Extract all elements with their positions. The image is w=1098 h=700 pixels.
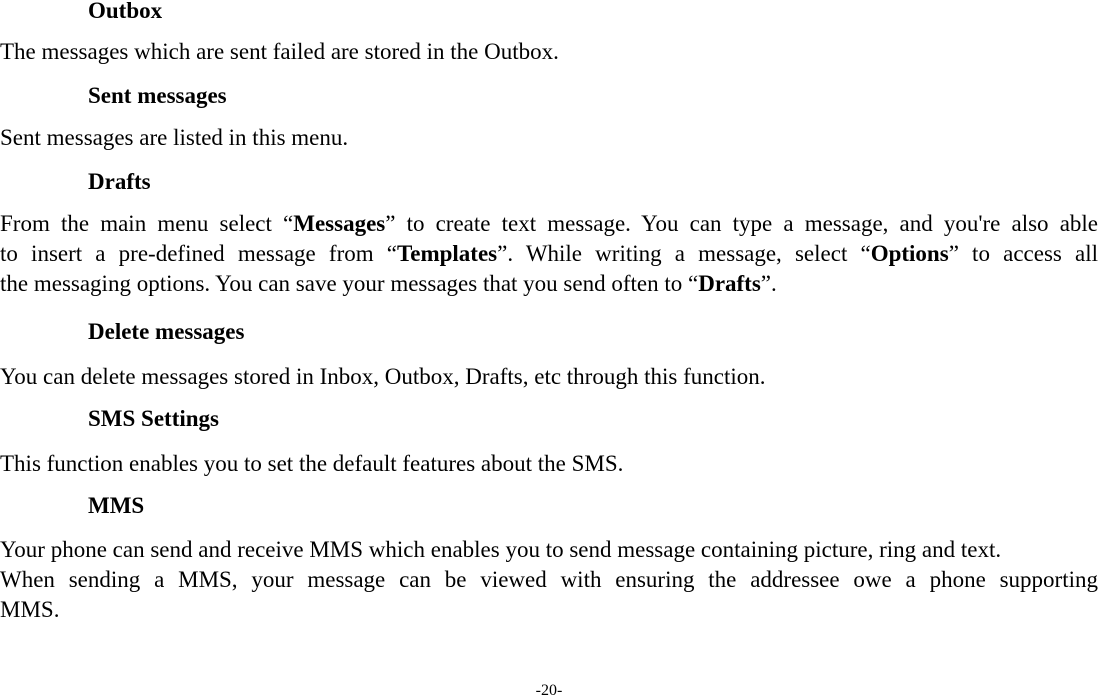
heading-outbox: Outbox bbox=[88, 0, 163, 23]
paragraph-sent-messages: Sent messages are listed in this menu. bbox=[0, 125, 349, 150]
options-keyword: Options bbox=[870, 241, 949, 266]
paragraph-sms-settings: This function enables you to set the default features about the SMS. bbox=[0, 451, 624, 476]
heading-mms: MMS bbox=[88, 493, 145, 518]
heading-delete-messages: Delete messages bbox=[88, 319, 245, 344]
paragraph-mms bbox=[0, 535, 1098, 625]
drafts-keyword: Drafts bbox=[698, 271, 761, 296]
paragraph-outbox: The messages which are sent failed are stored in the Outbox. bbox=[0, 39, 559, 64]
drafts-line-1: From the main menu select “Messages” to create text message. You can type a message, and you're also able bbox=[0, 211, 1098, 236]
mms-line-1: Your phone can send and receive MMS which enables you to send message containing picture, ring and text. bbox=[0, 537, 1002, 562]
page-number: -20- bbox=[535, 682, 563, 699]
drafts-line-3: the messaging options. You can save your messages that you send often to “Drafts”. bbox=[0, 271, 777, 296]
drafts-line-2: to insert a pre-defined message from “Templates”. While writing a message, select “Options” to access all bbox=[0, 241, 1098, 266]
templates-keyword: Templates bbox=[397, 241, 498, 266]
mms-line-2: When sending a MMS, your message can be viewed with ensuring the addressee owe a phone supporting bbox=[0, 567, 1098, 592]
heading-sms-settings: SMS Settings bbox=[88, 406, 219, 431]
messages-keyword: Messages bbox=[293, 211, 386, 236]
heading-drafts: Drafts bbox=[88, 169, 151, 194]
paragraph-drafts bbox=[0, 209, 1098, 299]
mms-line-3: MMS. bbox=[0, 597, 60, 622]
paragraph-delete-messages: You can delete messages stored in Inbox, Outbox, Drafts, etc through this function. bbox=[0, 364, 766, 389]
heading-sent-messages: Sent messages bbox=[88, 83, 227, 108]
